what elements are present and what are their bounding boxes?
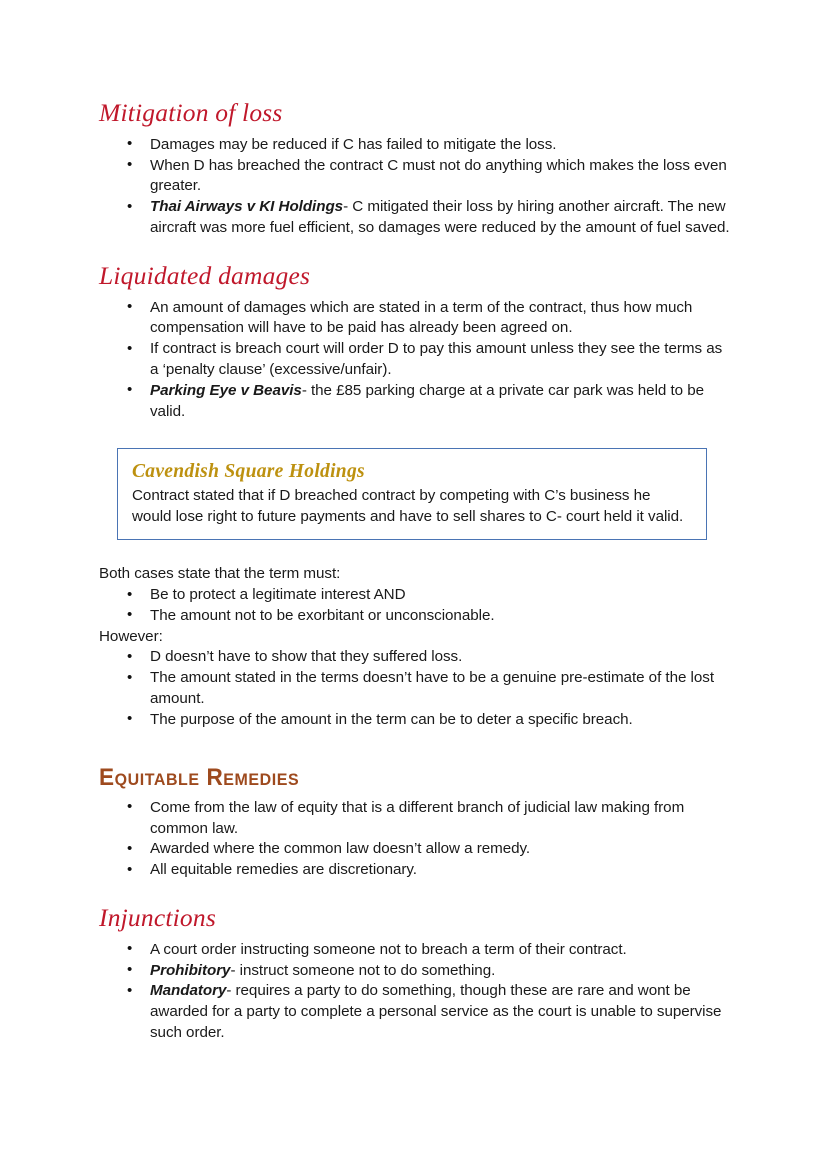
- section-heading-mitigation-of-loss: Mitigation of loss: [99, 98, 283, 127]
- bullet-text: Damages may be reduced if C has failed to mitigate the loss.: [150, 135, 557, 153]
- spacer: [99, 790, 733, 798]
- bullet-text: - C mitigated their loss by hiring another aircraft. The new aircraft was more fuel efficient, so damages were reduced by the amount of fuel saved.: [150, 198, 730, 236]
- bullet-text: A court order instructing someone not to breach a term of their contract.: [150, 940, 627, 958]
- bullet-text: Be to protect a legitimate interest AND: [150, 586, 406, 604]
- spacer: [99, 932, 733, 940]
- bullet-list-however: [99, 647, 733, 730]
- list-item: [99, 710, 733, 731]
- spacer: [99, 127, 733, 135]
- spacer: [99, 239, 733, 263]
- bullet-text: Come from the law of equity that is a different branch of judicial law making from common law.: [150, 798, 685, 837]
- callout-title: Cavendish Square Holdings: [132, 461, 365, 483]
- both-cases-intro: Both cases state that the term must:: [99, 565, 341, 583]
- case-name: Thai Airways v KI Holdings: [150, 198, 344, 216]
- bullet-text: - the £85 parking charge at a private car park was held to be valid.: [150, 381, 704, 420]
- bullet-text-2: - requires a party to do something, though these are rare and wont be awarded for a party to complete a personal service as the court is unable to supervise such order.: [150, 982, 722, 1041]
- bullet-text: The amount not to be exorbitant or unconscionable.: [150, 606, 495, 624]
- callout-box-cavendish-square-holdings: [117, 448, 707, 540]
- callout-body: Contract stated that if D breached contract by competing with C’s business he would lose right to future payments and have to sell shares to C- court held it valid.: [132, 487, 684, 526]
- bullet-list-liquidated-damages: [99, 298, 733, 423]
- list-item: [99, 197, 733, 239]
- list-item: [99, 668, 733, 710]
- list-item: [99, 339, 733, 381]
- case-name: Parking Eye v Beavis: [150, 381, 302, 399]
- bullet-list-equitable-remedies: [99, 798, 733, 881]
- list-item: [99, 156, 733, 198]
- list-item: [99, 839, 733, 860]
- list-item: [99, 381, 733, 423]
- list-item: [99, 940, 733, 961]
- bullet-list-both-cases: [99, 585, 733, 627]
- bullet-list-mitigation-of-loss: [99, 135, 733, 239]
- however-label: However:: [99, 627, 163, 645]
- document-content: [99, 100, 733, 1044]
- bullet-text-2: - instruct someone not to do something.: [230, 961, 496, 979]
- list-item: [99, 647, 733, 668]
- spacer: [99, 540, 733, 564]
- bullet-text: When D has breached the contract C must not do anything which makes the loss even greater.: [150, 156, 727, 195]
- bullet-text: If contract is breach court will order D to pay this amount unless they see the terms as a ‘penalty clause’ (excessive/unfair).: [150, 340, 723, 378]
- bullet-text: The amount stated in the terms doesn’t have to be a genuine pre-estimate of the lost amount.: [150, 669, 714, 708]
- list-item: [99, 961, 733, 982]
- spacer: [99, 731, 733, 755]
- spacer: [99, 290, 733, 298]
- list-item: [99, 981, 733, 1043]
- section-heading-equitable-remedies: Equitable Remedies: [99, 763, 300, 791]
- spacer: [99, 881, 733, 905]
- bullet-text: All equitable remedies are discretionary.: [150, 861, 417, 879]
- list-item: [99, 135, 733, 156]
- list-item: [99, 298, 733, 340]
- term-name: Mandatory: [150, 982, 227, 1000]
- list-item: [99, 606, 733, 627]
- list-item: [99, 798, 733, 840]
- bullet-text: Awarded where the common law doesn’t allow a remedy.: [150, 840, 531, 858]
- list-item: [99, 585, 733, 606]
- bullet-text: An amount of damages which are stated in a term of the contract, thus how much compensation will have to be paid has already been agreed on.: [150, 298, 693, 337]
- section-heading-injunctions: Injunctions: [99, 903, 216, 933]
- bullet-text: D doesn’t have to show that they suffered loss.: [150, 648, 463, 666]
- term-name: Prohibitory: [150, 961, 231, 979]
- bullet-text: The purpose of the amount in the term can be to deter a specific breach.: [150, 710, 633, 728]
- list-item: [99, 860, 733, 881]
- bullet-list-injunctions: [99, 940, 733, 1044]
- section-heading-liquidated-damages: Liquidated damages: [99, 260, 311, 290]
